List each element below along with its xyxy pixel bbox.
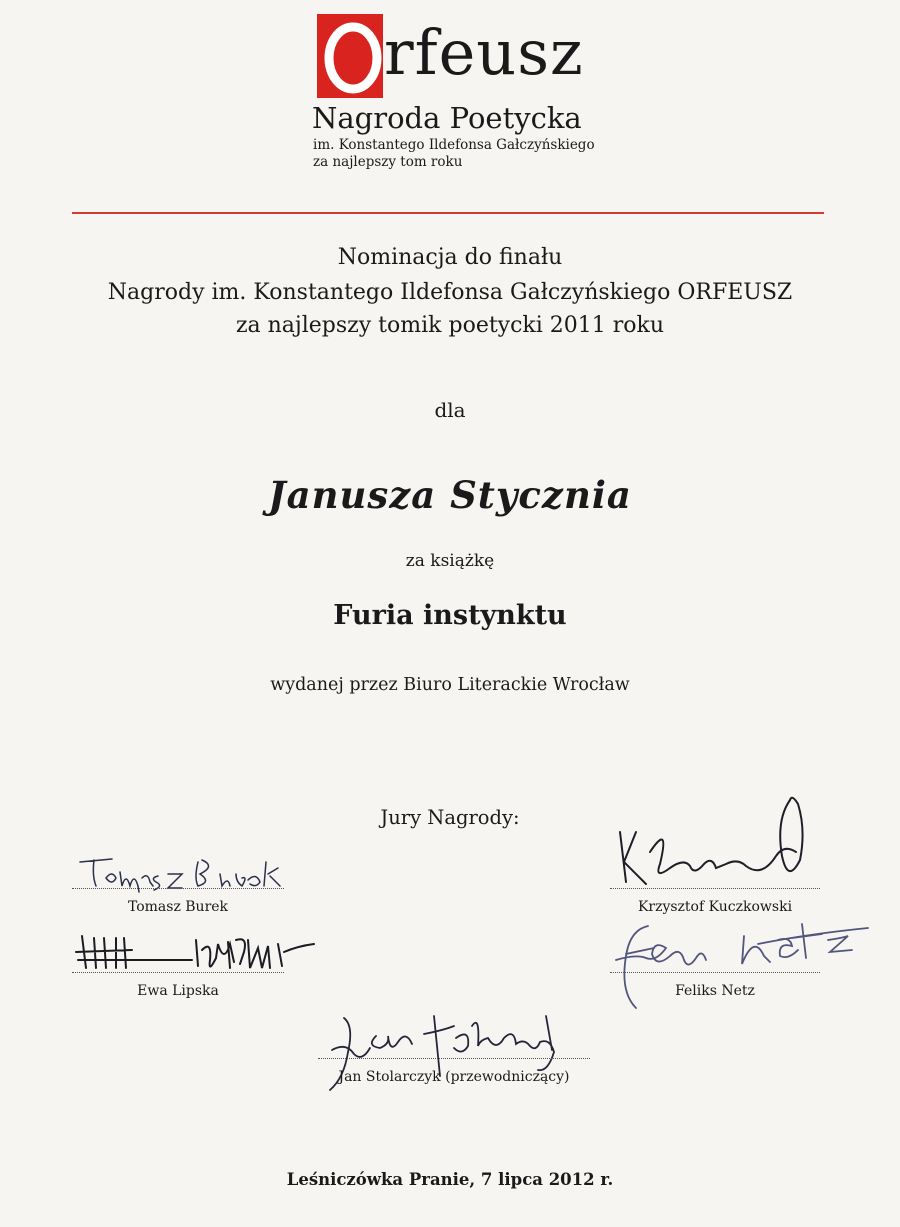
publisher-line: wydanej przez Biuro Literackie Wrocław <box>270 675 630 695</box>
logo-o-mark <box>317 14 383 98</box>
juror-name-chair: Jan Stolarczyk (przewodniczący) <box>338 1069 570 1085</box>
signature-krzysztof-kuczkowski <box>610 792 830 892</box>
heading-line-2: Nagrody im. Konstantego Ildefonsa Gałczyńskiego ORFEUSZ <box>107 280 793 305</box>
signature-line-3 <box>72 972 284 973</box>
book-title: Furia instynktu <box>333 600 567 631</box>
jury-title: Jury Nagrody: <box>380 806 520 829</box>
logo-subtitle: Nagroda Poetycka <box>312 101 582 135</box>
juror-name: Krzysztof Kuczkowski <box>637 899 793 915</box>
logo-wordmark: rfeusz <box>384 16 584 89</box>
heading-line-3: za najlepszy tomik poetycki 2011 roku <box>235 313 665 338</box>
signature-line-1 <box>72 888 284 889</box>
recipient-name: Janusza Stycznia <box>268 473 632 517</box>
header-divider <box>72 212 824 214</box>
recipient-prefix: dla <box>434 398 466 422</box>
place-and-date: Leśniczówka Pranie, 7 lipca 2012 r. <box>286 1170 614 1189</box>
juror-name: Ewa Lipska <box>137 983 219 999</box>
signature-line-2 <box>610 888 820 889</box>
signature-line-5 <box>318 1058 590 1059</box>
signature-line-4 <box>610 972 820 973</box>
heading-line-1: Nominacja do finału <box>337 245 563 270</box>
book-prefix: za książkę <box>405 551 495 571</box>
logo-patron-line: im. Konstantego Ildefonsa Gałczyńskiego <box>313 137 595 153</box>
logo-award-line: za najlepszy tom roku <box>313 154 463 170</box>
juror-name: Tomasz Burek <box>127 899 229 915</box>
juror-name: Feliks Netz <box>675 983 755 999</box>
